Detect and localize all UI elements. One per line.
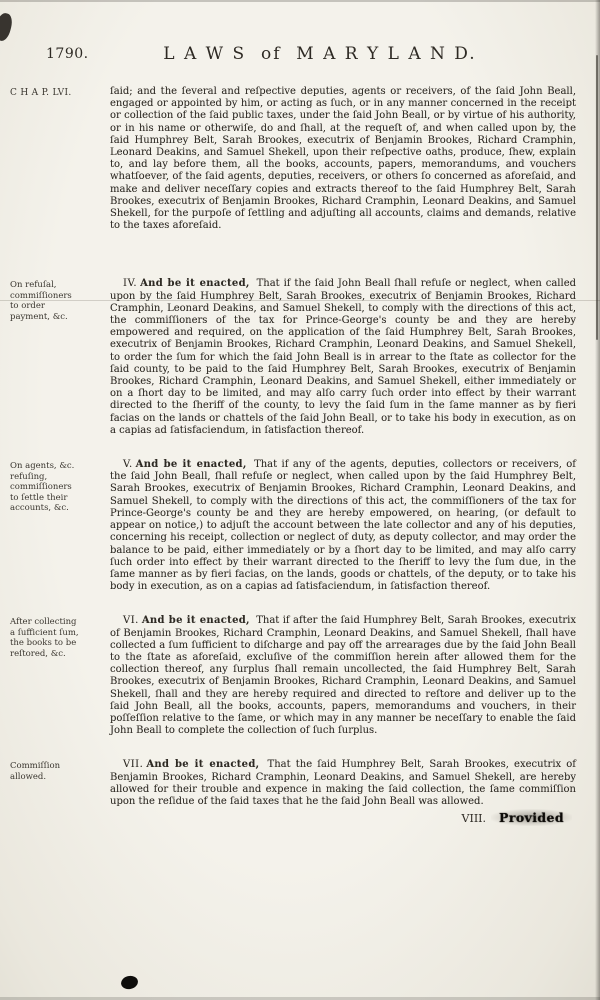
margin-note-chapter: C H A P. LVI. <box>10 88 72 98</box>
paragraph <box>110 86 576 232</box>
page-header <box>0 0 600 74</box>
enacting-clause: And be it enacted, <box>135 459 247 471</box>
paragraph <box>110 278 576 437</box>
section-vi <box>8 615 576 737</box>
paragraph-text: That if after the ſaid Humphrey Belt, Sarah Brookes, executrix of Benjamin Brookes, Richard Cramphin, Leonard Deakins, and Samuel Shekell, ſhall have collected a ſum ſufficient to diſcharge and pay off the arrearages due by the ſaid John Beall to the ſtate as aforeſaid, excluſive of the commiſſion herein after allowed them for the collection thereof, any ſurplus ſhall remain uncollected, the ſaid Humphrey Belt, Sarah Brookes, executrix of Benjamin Brookes, Richard Cramphin, Leonard Deakins, and Samuel Shekell, ſhall and they are hereby required and directed to reſtore and deliver up to the ſaid John Beall, all the books, accounts, papers, memorandums and vouchers, in their poſſeſſion relative to the ſame, or which may in any manner be neceſſary to enable the ſaid John Beall to complete the collection of ſuch ſurplus. <box>110 615 576 737</box>
page-year: 1790. <box>46 46 89 62</box>
section-vii <box>8 759 576 808</box>
section-iv <box>8 278 576 437</box>
enacting-clause: And be it enacted, <box>146 759 260 771</box>
catchword-number: VIII. <box>461 812 487 826</box>
enacting-clause: And be it enacted, <box>140 278 250 290</box>
section-v <box>8 459 576 593</box>
paragraph-text: That if any of the agents, deputies, collectors or receivers, of the ſaid John Beall, ſhall refuſe or neglect, when called upon by the ſaid Humphrey Belt, Sarah Brookes, executrix of Benjamin Brookes, Richard Cramphin, Leonard Deakins, and Samuel Shekell, to comply with the directions of this act, the commiſſioners of the tax for Prince-George's county be and they are hereby empowered, on hearing, (or default to appear on notice,) to adjuſt the account between the late collector and any of his deputies, concerning his receipt, collection or neglect of duty, as deputy collector, and may order the balance to be paid, either immediately or by a ſhort day to be limited, and may alſo carry ſuch order into effect by their warrant directed to the ſheriff to levy the ſum due, in the ſame manner as by fieri facias, on the lands, goods or chattels, of the deputy, or to take his body in execution, as on a capias ad ſatisfaciendum, in ſatisfaction thereof. <box>110 459 577 593</box>
section-number: V. <box>123 459 133 471</box>
section-continuation <box>8 86 576 232</box>
paragraph-text: ſaid; and the ſeveral and reſpective deputies, agents or receivers, of the ſaid John Beall, engaged or appointed by him, or acting as ſuch, or in any manner concerned in the receipt or collection of the ſaid public taxes, under the ſaid John Beall, or by virtue of his authority, or in his name or otherwiſe, do and ſhall, at the requeſt of, and when called upon by, the ſaid Humphrey Belt, Sarah Brookes, executrix of Benjamin Brookes, Richard Cramphin, Leonard Deakins, and Samuel Shekell, upon their reſpective oaths, produce, ſhew, explain to, and lay before them, all the books, accounts, papers, memorandums, and vouchers whatſoever, of the ſaid agents, deputies, receivers, or others ſo concerned as aforeſaid, and make and deliver neceſſary copies and extracts thereof to the ſaid Humphrey Belt, Sarah Brookes, executrix of Benjamin Brookes, Richard Cramphin, Leonard Deakins, and Samuel Shekell, for the purpoſe of ſettling and adjuſting all accounts, claims and demands, relative to the taxes aforeſaid. <box>110 86 576 232</box>
scan-ink-blot-bottom-left <box>120 974 139 990</box>
paragraph <box>110 615 576 737</box>
paragraph <box>110 459 576 593</box>
enacting-clause: And be it enacted, <box>141 615 250 627</box>
section-number: VII. <box>123 759 144 771</box>
page-body <box>0 74 600 825</box>
paragraph <box>110 759 576 808</box>
page-title: L A W S of M A R Y L A N D. <box>163 44 477 64</box>
catchword-word: Provided <box>491 809 572 826</box>
section-number: IV. <box>123 278 138 290</box>
section-number: VI. <box>123 615 139 627</box>
margin-note: After collecting a ſufficient ſum, the books to be reſtored, &c. <box>10 617 79 659</box>
margin-note: On refuſal, commiſſioners to order payment, &c. <box>10 280 72 322</box>
paragraph-text: That the ſaid Humphrey Belt, Sarah Brookes, executrix of Benjamin Brookes, Richard Cramphin, Leonard Deakins, and Samuel Shekell, are hereby allowed for their trouble and expence in making the ſaid collection, the ſame commiſſion upon the reſidue of the ſaid taxes that he the ſaid John Beall was allowed. <box>110 759 577 807</box>
margin-note: On agents, &c. refuſing, commiſſioners to ſettle their accounts, &c. <box>10 461 75 514</box>
catchword <box>110 810 576 825</box>
margin-note: Commiſſion allowed. <box>10 761 61 782</box>
paragraph-text: That if the ſaid John Beall ſhall refuſe or neglect, when called upon by the ſaid Humphrey Belt, Sarah Brookes, executrix of Benjamin Brookes, Richard Cramphin, Leonard Deakins, and Samuel Shekell, to comply with the directions of this act, the commiſſioners of the tax for Prince-George's county be and they are hereby empowered and required, on the application of the ſaid Humphrey Belt, Sarah Brookes, executrix of Benjamin Brookes, Richard Cramphin, Leonard Deakins, and Samuel Shekell, to order the ſum for which the ſaid John Beall is in arrear to the ſtate as collector for the ſaid county, to be paid to the ſaid Humphrey Belt, Sarah Brookes, executrix of Benjamin Brookes, Richard Cramphin, Leonard Deakins, and Samuel Shekell, either immediately or on a ſhort day to be limited, and may alſo carry ſuch order into effect by their warrant directed to the ſheriff of the county, to levy the ſaid ſum in the ſame manner as by fieri facias on the lands or chattels of the ſaid John Beall, or to take his body in execution, as on a capias ad ſatisfaciendum, in ſatisfaction thereof. <box>110 278 577 436</box>
